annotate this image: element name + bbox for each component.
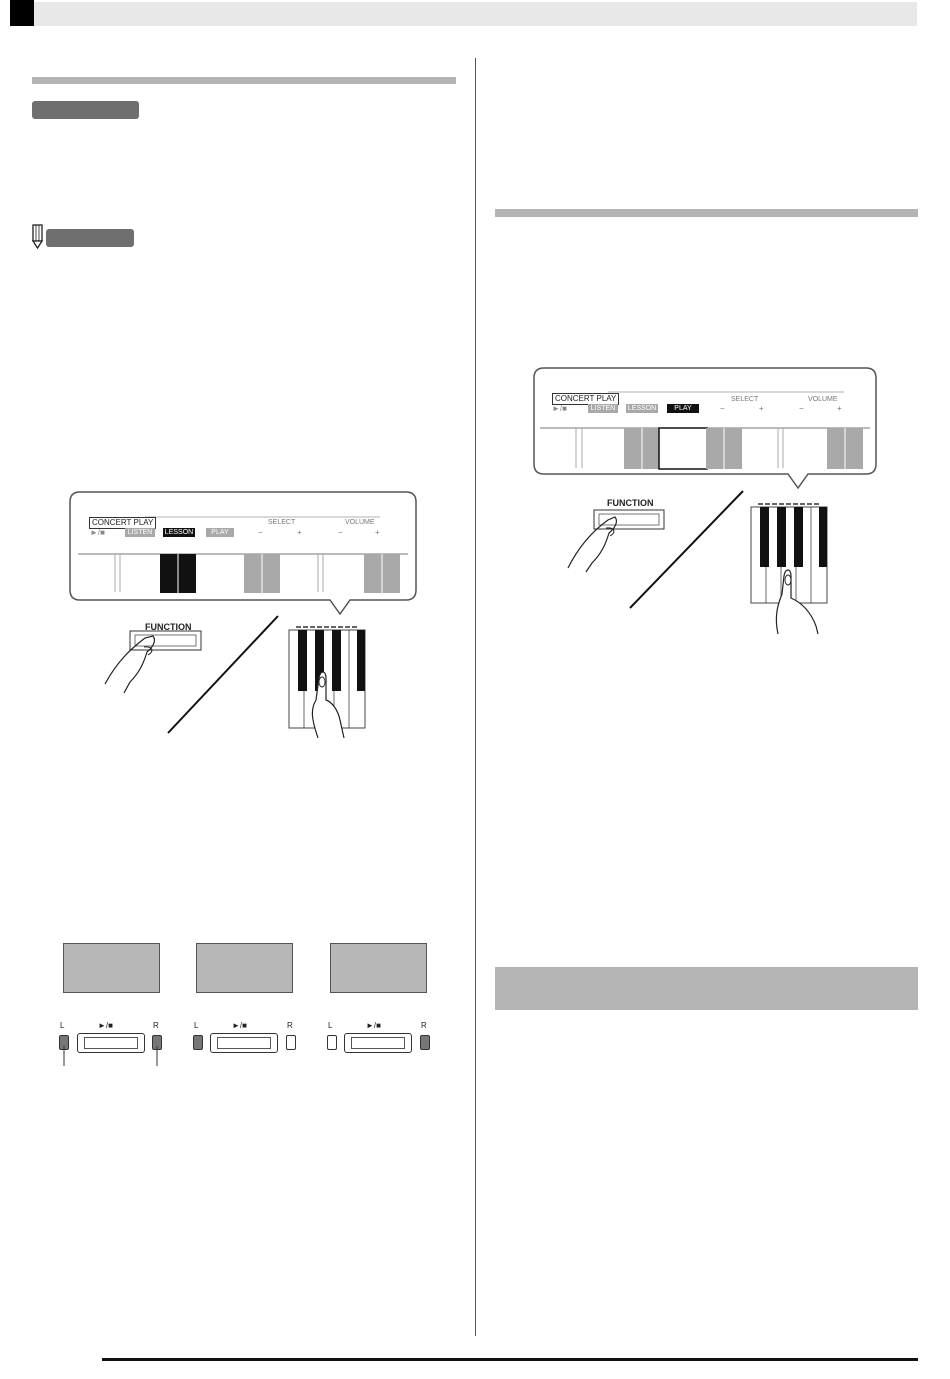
lcd-display-1: [63, 943, 160, 993]
lesson-label-right: LESSON: [627, 405, 657, 412]
play-stop-label-3: ►/■: [366, 1021, 381, 1030]
right-indicator-lamp-2: [286, 1035, 296, 1050]
pencil-note-icon: [28, 222, 48, 250]
play-label-active: PLAY: [667, 404, 699, 413]
play-stop-button-2[interactable]: [210, 1033, 278, 1053]
column-divider: [475, 58, 476, 1336]
left-indicator-label-1: L: [60, 1021, 65, 1030]
right-indicator-label-3: R: [421, 1021, 427, 1030]
select-label-right: SELECT: [731, 396, 759, 403]
volume-minus: −: [338, 528, 343, 537]
header-marker: [10, 0, 34, 26]
lesson-label-active: LESSON: [164, 529, 194, 536]
lcd-display-3: [330, 943, 427, 993]
select-plus-right: +: [759, 404, 764, 413]
left-indicator-label-2: L: [194, 1021, 199, 1030]
note-label-pill: [46, 229, 134, 247]
play-label: PLAY: [206, 528, 234, 537]
volume-label: VOLUME: [345, 519, 375, 526]
concert-play-label-right: CONCERT PLAY: [552, 393, 619, 405]
select-minus-right: −: [720, 404, 725, 413]
right-indicator-lamp-3: [420, 1035, 430, 1050]
play-stop-label-1: ►/■: [98, 1021, 113, 1030]
section-rule-right: [495, 209, 918, 217]
footer-rule: [102, 1358, 918, 1361]
volume-plus: +: [375, 528, 380, 537]
volume-minus-right: −: [799, 404, 804, 413]
right-indicator-label-2: R: [287, 1021, 293, 1030]
left-indicator-label-3: L: [328, 1021, 333, 1030]
lcd-display-2: [196, 943, 293, 993]
listen-label-right: LISTEN: [588, 404, 618, 413]
play-stop-label: ►/■: [90, 528, 105, 537]
play-stop-button-3[interactable]: [344, 1033, 412, 1053]
function-button-label-right: FUNCTION: [607, 498, 654, 508]
play-stop-label-right: ►/■: [552, 404, 567, 413]
select-plus: +: [297, 528, 302, 537]
select-label: SELECT: [268, 519, 296, 526]
listen-label: LISTEN: [125, 528, 155, 537]
indicator-pointer-lines: [58, 1044, 164, 1068]
section-rule-left: [32, 77, 456, 84]
header-bar: [10, 2, 917, 26]
function-button-label: FUNCTION: [145, 622, 192, 632]
select-minus: −: [258, 528, 263, 537]
left-indicator-lamp-3: [327, 1035, 337, 1050]
heading-label-pill: [32, 101, 139, 119]
volume-label-right: VOLUME: [808, 396, 838, 403]
play-stop-label-2: ►/■: [232, 1021, 247, 1030]
concert-play-label: CONCERT PLAY: [89, 517, 156, 529]
section-heading-bar: [495, 967, 918, 1010]
left-indicator-lamp-2: [193, 1035, 203, 1050]
volume-plus-right: +: [837, 404, 842, 413]
right-indicator-label-1: R: [153, 1021, 159, 1030]
